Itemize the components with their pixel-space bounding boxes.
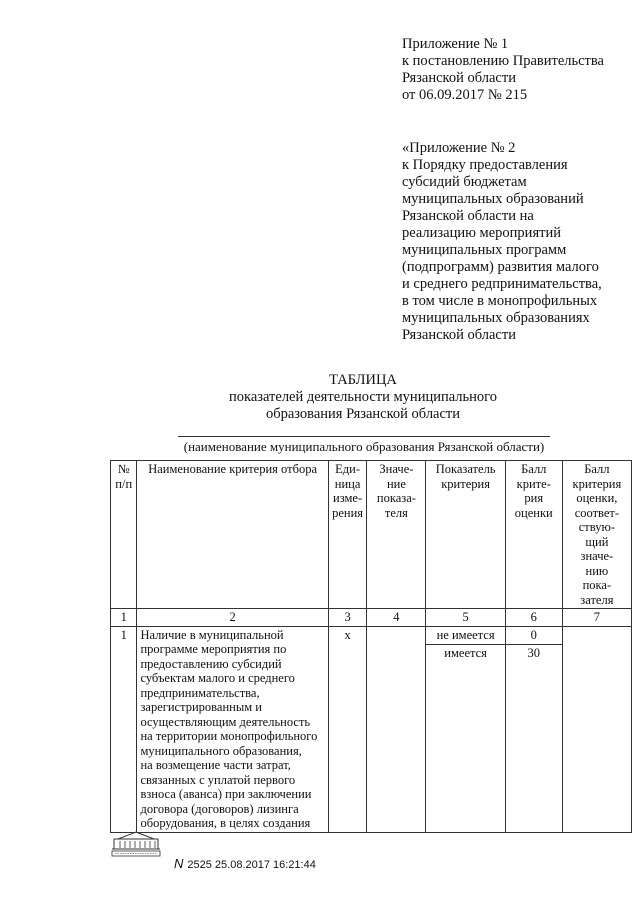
criterion-line: на возмещение части затрат, [140, 758, 291, 772]
table-subtitle: образования Рязанской области [265, 406, 461, 422]
building-stamp-icon [108, 829, 164, 859]
criterion-line: предпринимательства, [140, 685, 260, 700]
criterion-text [137, 626, 328, 832]
header-value [367, 461, 426, 609]
column-number: 2 [137, 609, 328, 627]
indicator-option: не имеется [426, 627, 504, 646]
header-text: критерия [572, 476, 622, 491]
indicator-option: имеется [444, 646, 487, 660]
indicator-cell [426, 626, 505, 832]
appendix-2-line: Рязанской области [402, 327, 516, 343]
appendix-2-line: муниципальных образований [402, 191, 584, 207]
fill-in-line [178, 436, 550, 437]
criterion-line: договора (договоров) лизинга [140, 801, 299, 816]
header-text: критерия [441, 476, 490, 491]
appendix-2-line: муниципальных образованиях [402, 310, 590, 326]
criterion-line: субъектам малого и среднего [140, 671, 295, 685]
header-text: ница [334, 476, 361, 491]
appendix-2-header [402, 140, 602, 344]
appendix-2-line: «Приложение № 2 [402, 140, 516, 156]
column-number: 1 [111, 609, 137, 627]
score-value: 30 [527, 646, 541, 660]
header-text: рения [332, 505, 364, 520]
criterion-line: связанных с уплатой первого [140, 772, 296, 787]
name-caption: (наименование муниципального образования Рязанской области) [183, 439, 545, 454]
header-text: Балл [584, 462, 610, 476]
criterion-line: Наличие в муниципальной [140, 627, 284, 642]
header-text: рия [524, 491, 544, 505]
criterion-line: зарегистрированным и [140, 700, 262, 714]
header-text: крите- [516, 476, 551, 491]
header-text: нию [585, 563, 609, 578]
header-text: Балл [521, 462, 547, 476]
unit-cell: х [328, 626, 367, 832]
column-number: 4 [367, 609, 426, 627]
column-number: 6 [505, 609, 562, 627]
header-text: Наименование критерия отбора [148, 462, 317, 476]
registration-number [174, 856, 316, 871]
header-text: теля [384, 505, 408, 520]
value-cell [367, 626, 426, 832]
appendix-2-line: Рязанской области на [402, 208, 534, 224]
column-number: 3 [328, 609, 367, 627]
column-number: 7 [562, 609, 631, 627]
appendix-2-line: субсидий бюджетам [402, 174, 527, 190]
header-text: оценки [514, 505, 553, 520]
criterion-line: взноса (аванса) при заключении [140, 787, 312, 801]
header-text: ние [386, 476, 406, 491]
header-text: оценки, [576, 491, 618, 505]
footer-registration [108, 829, 368, 869]
appendix-1-line: к постановлению Правительства [402, 53, 604, 69]
header-text: зателя [580, 592, 614, 607]
number-sign: N [174, 856, 184, 871]
criterion-line: муниципального образования, [140, 743, 302, 758]
header-indicator [426, 461, 505, 609]
header-score-matching [562, 461, 631, 609]
appendix-1-line: от 06.09.2017 № 215 [402, 87, 528, 103]
criterion-line: программе мероприятия по [140, 642, 287, 656]
criterion-line: предоставлению субсидий [140, 656, 282, 671]
table-heading: ТАБЛИЦА [329, 372, 397, 388]
appendix-2-line: реализацию мероприятий [402, 225, 561, 241]
header-text: Еди- [335, 462, 360, 476]
header-score [505, 461, 562, 609]
table-header-row [111, 461, 632, 609]
criterion-line: осуществляющим деятельность [140, 714, 311, 729]
appendix-1-header [402, 36, 604, 104]
table-row [111, 626, 632, 832]
header-text: Показатель [435, 462, 496, 476]
header-text: Значе- [379, 462, 414, 476]
registration-text: 2525 25.08.2017 16:21:44 [187, 859, 316, 871]
column-number: 5 [426, 609, 505, 627]
appendix-2-line: муниципальных программ [402, 242, 567, 258]
header-criterion [137, 461, 328, 609]
header-unit [328, 461, 367, 609]
score-cell [505, 626, 562, 832]
header-num [111, 461, 137, 609]
appendix-1-line: Приложение № 1 [402, 36, 509, 52]
header-text: показа- [376, 491, 416, 505]
table-subtitle: показателей деятельности муниципального [228, 389, 497, 405]
score-value: 0 [506, 627, 562, 646]
criteria-table [110, 460, 632, 833]
appendix-2-line: и среднего редпринимательства, [402, 276, 602, 292]
header-text: п/п [115, 476, 133, 491]
appendix-2-line: (подпрограмм) развития малого [402, 259, 599, 275]
column-number-row [111, 609, 632, 627]
header-text: изме- [333, 491, 363, 505]
appendix-2-line: в том числе в монопрофильных [402, 293, 598, 309]
header-text: ствую- [578, 520, 615, 534]
appendix-2-line: к Порядку предоставления [402, 157, 568, 173]
criterion-line: оборудования, в целях создания [140, 816, 311, 830]
matching-score-cell [562, 626, 631, 832]
header-text: значе- [580, 549, 614, 563]
criterion-line: на территории монопрофильного [140, 729, 318, 743]
header-text: щий [585, 534, 609, 549]
row-number: 1 [111, 626, 137, 832]
header-text: соответ- [574, 505, 620, 520]
appendix-1-line: Рязанской области [402, 70, 516, 86]
header-text: пока- [582, 578, 612, 592]
table-title [0, 372, 640, 423]
header-text: № [117, 462, 130, 476]
